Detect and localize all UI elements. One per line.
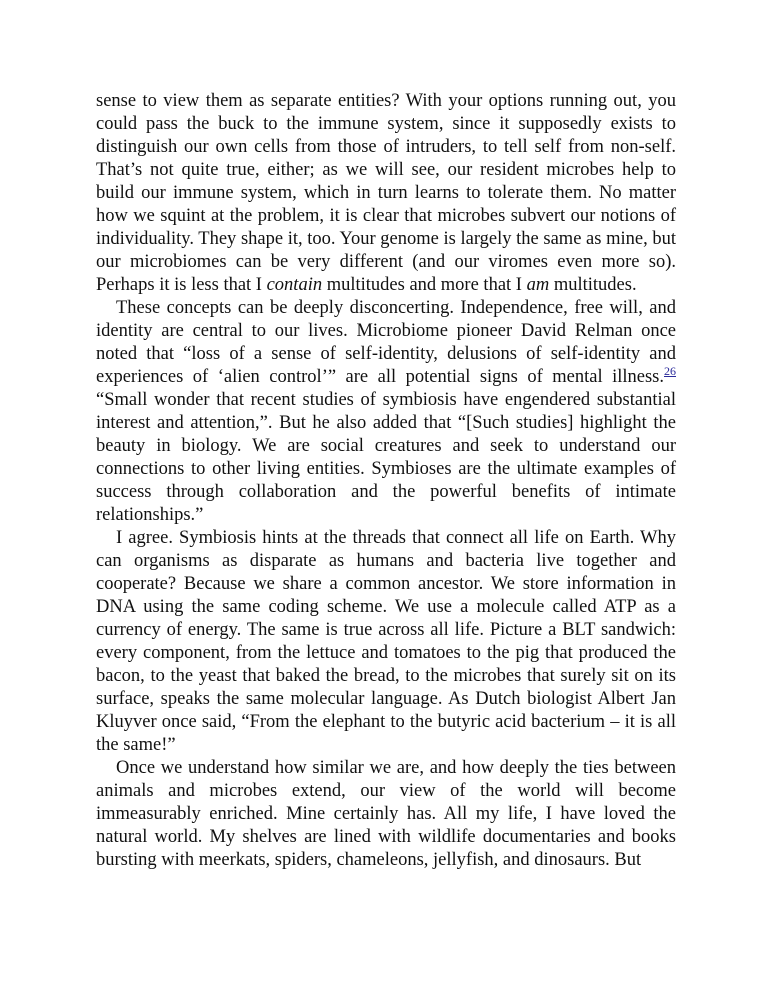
paragraph-1-text: sense to view them as separate entities? With your options running out, you could pass the buck to the immune system, since it supposedly exists to distinguish our own cells from those of intruders, to tell self from non-self. That’s not quite true, either; as we will see, our resident microbes help to build our immune system, which in turn learns to tolerate them. No matter how we squint at the problem, it is clear that microbes subvert our notions of individuality. They shape it, too. Your genome is largely the same as mine, but our microbiomes can be very different (and our viromes even more so). Perhaps it is less that I (96, 91, 676, 295)
paragraph-2-rest: “Small wonder that recent studies of symbiosis have engendered substantial interest and attention,”. But he also added that “[Such studies] highlight the beauty in biology. We are social creatures and seek to understand our connections to other living entities. Symbioses are the ultimate examples of success through collaboration and the powerful benefits of intimate relationships.” (96, 390, 676, 525)
paragraph-2 (96, 297, 676, 527)
paragraph-3 (96, 527, 676, 757)
footnote-link-26[interactable]: 26 (664, 364, 676, 378)
paragraph-4 (96, 757, 676, 872)
paragraph-1-middle: multitudes and more that I (322, 275, 527, 295)
paragraph-1-end: multitudes. (549, 275, 637, 295)
paragraph-3-text: I agree. Symbiosis hints at the threads that connect all life on Earth. Why can organisms as disparate as humans and bacteria live together and cooperate? Because we share a common ancestor. We store information in DNA using the same coding scheme. We use a molecule called ATP as a currency of energy. The same is true across all life. Picture a BLT sandwich: every component, from the lettuce and tomatoes to the pig that produced the bacon, to the yeast that baked the bread, to the microbes that surely sit on its surface, speaks the same molecular language. As Dutch biologist Albert Jan Kluyver once said, “From the elephant to the butyric acid bacterium – it is all the same!” (96, 528, 676, 755)
emphasis-am: am (526, 275, 550, 295)
emphasis-contain: contain (266, 275, 323, 295)
paragraph-2-text: These concepts can be deeply disconcerting. Independence, free will, and identity are central to our lives. Microbiome pioneer David Relman once noted that “loss of a sense of self-identity, delusions of self-identity and experiences of ‘alien control’” are all potential signs of mental illness. (96, 298, 676, 387)
paragraph-1 (96, 90, 676, 297)
book-page (96, 90, 676, 872)
paragraph-4-text: Once we understand how similar we are, and how deeply the ties between animals and microbes extend, our view of the world will become immeasurably enriched. Mine certainly has. All my life, I have loved the natural world. My shelves are lined with wildlife documentaries and books bursting with meerkats, spiders, chameleons, jellyfish, and dinosaurs. But (96, 758, 676, 870)
